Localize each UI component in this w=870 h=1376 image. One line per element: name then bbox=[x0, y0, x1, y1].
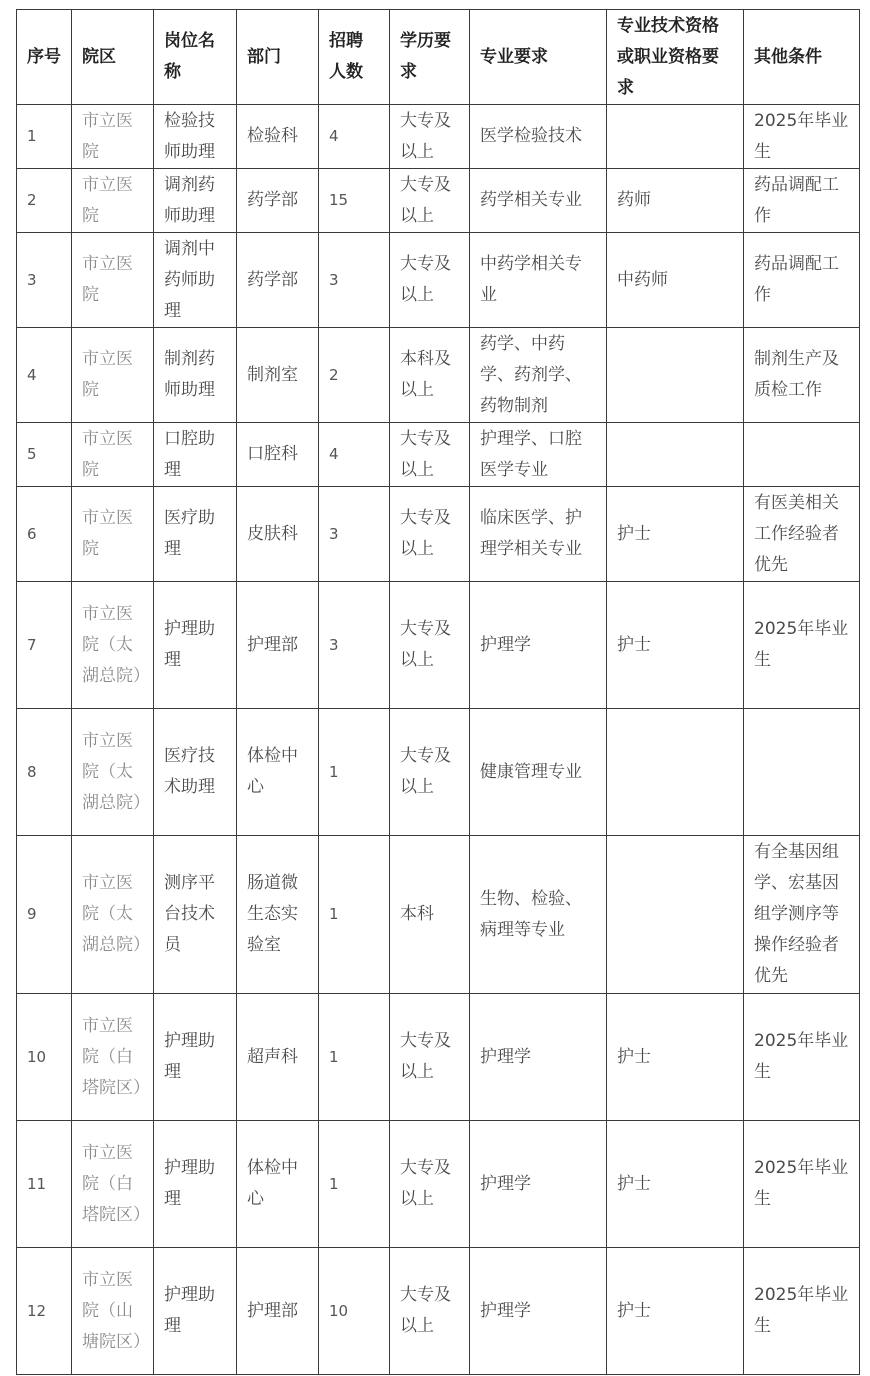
cell-campus: 市立医院 bbox=[72, 328, 154, 423]
table-row bbox=[17, 709, 860, 836]
cell-no: 11 bbox=[17, 1121, 72, 1248]
cell-dept: 护理部 bbox=[237, 582, 319, 709]
cell-dept: 皮肤科 bbox=[237, 487, 319, 582]
cell-position: 调剂中药师助理 bbox=[154, 233, 237, 328]
cell-count: 4 bbox=[319, 105, 390, 169]
cell-major: 药学、中药学、药剂学、药物制剂 bbox=[470, 328, 607, 423]
cell-position: 口腔助理 bbox=[154, 423, 237, 487]
cell-edu: 本科 bbox=[390, 836, 470, 994]
cell-dept: 护理部 bbox=[237, 1248, 319, 1375]
table-row bbox=[17, 1121, 860, 1248]
cell-qual: 护士 bbox=[607, 994, 744, 1121]
table-row bbox=[17, 233, 860, 328]
header-cell-position: 岗位名称 bbox=[154, 10, 237, 105]
cell-position: 医疗技术助理 bbox=[154, 709, 237, 836]
cell-other: 有医美相关工作经验者优先 bbox=[744, 487, 860, 582]
cell-campus: 市立医院 bbox=[72, 423, 154, 487]
cell-count: 4 bbox=[319, 423, 390, 487]
cell-major: 医学检验技术 bbox=[470, 105, 607, 169]
cell-no: 7 bbox=[17, 582, 72, 709]
cell-dept: 肠道微生态实验室 bbox=[237, 836, 319, 994]
cell-campus: 市立医院（太湖总院） bbox=[72, 582, 154, 709]
cell-campus: 市立医院 bbox=[72, 487, 154, 582]
cell-major: 护理学 bbox=[470, 1248, 607, 1375]
cell-campus: 市立医院（山塘院区） bbox=[72, 1248, 154, 1375]
header-cell-major: 专业要求 bbox=[470, 10, 607, 105]
cell-major: 生物、检验、病理等专业 bbox=[470, 836, 607, 994]
cell-qual bbox=[607, 328, 744, 423]
table-row bbox=[17, 487, 860, 582]
table-row bbox=[17, 1248, 860, 1375]
cell-position: 护理助理 bbox=[154, 582, 237, 709]
cell-major: 健康管理专业 bbox=[470, 709, 607, 836]
recruitment-table bbox=[16, 9, 860, 1375]
cell-campus: 市立医院（太湖总院） bbox=[72, 836, 154, 994]
cell-position: 测序平台技术员 bbox=[154, 836, 237, 994]
cell-major: 护理学 bbox=[470, 1121, 607, 1248]
cell-other: 制剂生产及质检工作 bbox=[744, 328, 860, 423]
cell-other: 2025年毕业生 bbox=[744, 582, 860, 709]
cell-qual bbox=[607, 836, 744, 994]
cell-dept: 药学部 bbox=[237, 169, 319, 233]
cell-dept: 制剂室 bbox=[237, 328, 319, 423]
header-cell-campus: 院区 bbox=[72, 10, 154, 105]
cell-dept: 药学部 bbox=[237, 233, 319, 328]
cell-dept: 口腔科 bbox=[237, 423, 319, 487]
cell-edu: 大专及以上 bbox=[390, 1121, 470, 1248]
cell-count: 10 bbox=[319, 1248, 390, 1375]
cell-no: 9 bbox=[17, 836, 72, 994]
cell-qual bbox=[607, 105, 744, 169]
cell-major: 护理学 bbox=[470, 582, 607, 709]
cell-no: 2 bbox=[17, 169, 72, 233]
cell-other bbox=[744, 709, 860, 836]
cell-other: 2025年毕业生 bbox=[744, 1248, 860, 1375]
cell-edu: 大专及以上 bbox=[390, 1248, 470, 1375]
cell-edu: 大专及以上 bbox=[390, 709, 470, 836]
cell-edu: 大专及以上 bbox=[390, 994, 470, 1121]
cell-position: 医疗助理 bbox=[154, 487, 237, 582]
cell-qual: 护士 bbox=[607, 487, 744, 582]
cell-other: 药品调配工作 bbox=[744, 169, 860, 233]
header-row bbox=[17, 10, 860, 105]
cell-count: 3 bbox=[319, 487, 390, 582]
cell-qual bbox=[607, 709, 744, 836]
cell-no: 10 bbox=[17, 994, 72, 1121]
cell-position: 制剂药师助理 bbox=[154, 328, 237, 423]
cell-dept: 体检中心 bbox=[237, 709, 319, 836]
cell-count: 1 bbox=[319, 994, 390, 1121]
cell-campus: 市立医院 bbox=[72, 169, 154, 233]
cell-campus: 市立医院（太湖总院） bbox=[72, 709, 154, 836]
cell-dept: 检验科 bbox=[237, 105, 319, 169]
cell-no: 4 bbox=[17, 328, 72, 423]
cell-count: 15 bbox=[319, 169, 390, 233]
cell-no: 3 bbox=[17, 233, 72, 328]
cell-edu: 大专及以上 bbox=[390, 169, 470, 233]
cell-qual: 药师 bbox=[607, 169, 744, 233]
cell-other bbox=[744, 423, 860, 487]
cell-major: 中药学相关专业 bbox=[470, 233, 607, 328]
cell-other: 2025年毕业生 bbox=[744, 1121, 860, 1248]
cell-qual: 护士 bbox=[607, 582, 744, 709]
cell-count: 2 bbox=[319, 328, 390, 423]
table-row bbox=[17, 582, 860, 709]
table-row bbox=[17, 836, 860, 994]
cell-no: 12 bbox=[17, 1248, 72, 1375]
cell-qual: 护士 bbox=[607, 1121, 744, 1248]
cell-edu: 本科及以上 bbox=[390, 328, 470, 423]
header-cell-qual: 专业技术资格或职业资格要求 bbox=[607, 10, 744, 105]
cell-count: 1 bbox=[319, 836, 390, 994]
header-cell-other: 其他条件 bbox=[744, 10, 860, 105]
cell-major: 护理学、口腔医学专业 bbox=[470, 423, 607, 487]
cell-other: 有全基因组学、宏基因组学测序等操作经验者优先 bbox=[744, 836, 860, 994]
cell-no: 6 bbox=[17, 487, 72, 582]
cell-count: 3 bbox=[319, 233, 390, 328]
cell-no: 5 bbox=[17, 423, 72, 487]
cell-campus: 市立医院 bbox=[72, 105, 154, 169]
table-row bbox=[17, 423, 860, 487]
cell-edu: 大专及以上 bbox=[390, 233, 470, 328]
cell-qual: 中药师 bbox=[607, 233, 744, 328]
cell-count: 3 bbox=[319, 582, 390, 709]
cell-dept: 体检中心 bbox=[237, 1121, 319, 1248]
cell-campus: 市立医院（白塔院区） bbox=[72, 1121, 154, 1248]
cell-dept: 超声科 bbox=[237, 994, 319, 1121]
cell-other: 2025年毕业生 bbox=[744, 105, 860, 169]
cell-no: 1 bbox=[17, 105, 72, 169]
cell-position: 护理助理 bbox=[154, 994, 237, 1121]
cell-campus: 市立医院 bbox=[72, 233, 154, 328]
cell-count: 1 bbox=[319, 709, 390, 836]
table-row bbox=[17, 328, 860, 423]
cell-qual: 护士 bbox=[607, 1248, 744, 1375]
cell-edu: 大专及以上 bbox=[390, 582, 470, 709]
table-row bbox=[17, 994, 860, 1121]
header-cell-dept: 部门 bbox=[237, 10, 319, 105]
cell-edu: 大专及以上 bbox=[390, 487, 470, 582]
cell-major: 护理学 bbox=[470, 994, 607, 1121]
header-cell-count: 招聘人数 bbox=[319, 10, 390, 105]
cell-major: 药学相关专业 bbox=[470, 169, 607, 233]
table-row bbox=[17, 105, 860, 169]
cell-campus: 市立医院（白塔院区） bbox=[72, 994, 154, 1121]
header-cell-no: 序号 bbox=[17, 10, 72, 105]
cell-position: 护理助理 bbox=[154, 1121, 237, 1248]
cell-position: 护理助理 bbox=[154, 1248, 237, 1375]
table-row bbox=[17, 169, 860, 233]
cell-no: 8 bbox=[17, 709, 72, 836]
cell-other: 2025年毕业生 bbox=[744, 994, 860, 1121]
header-cell-edu: 学历要求 bbox=[390, 10, 470, 105]
cell-major: 临床医学、护理学相关专业 bbox=[470, 487, 607, 582]
cell-count: 1 bbox=[319, 1121, 390, 1248]
cell-other: 药品调配工作 bbox=[744, 233, 860, 328]
cell-edu: 大专及以上 bbox=[390, 423, 470, 487]
cell-position: 调剂药师助理 bbox=[154, 169, 237, 233]
cell-edu: 大专及以上 bbox=[390, 105, 470, 169]
cell-position: 检验技师助理 bbox=[154, 105, 237, 169]
cell-qual bbox=[607, 423, 744, 487]
